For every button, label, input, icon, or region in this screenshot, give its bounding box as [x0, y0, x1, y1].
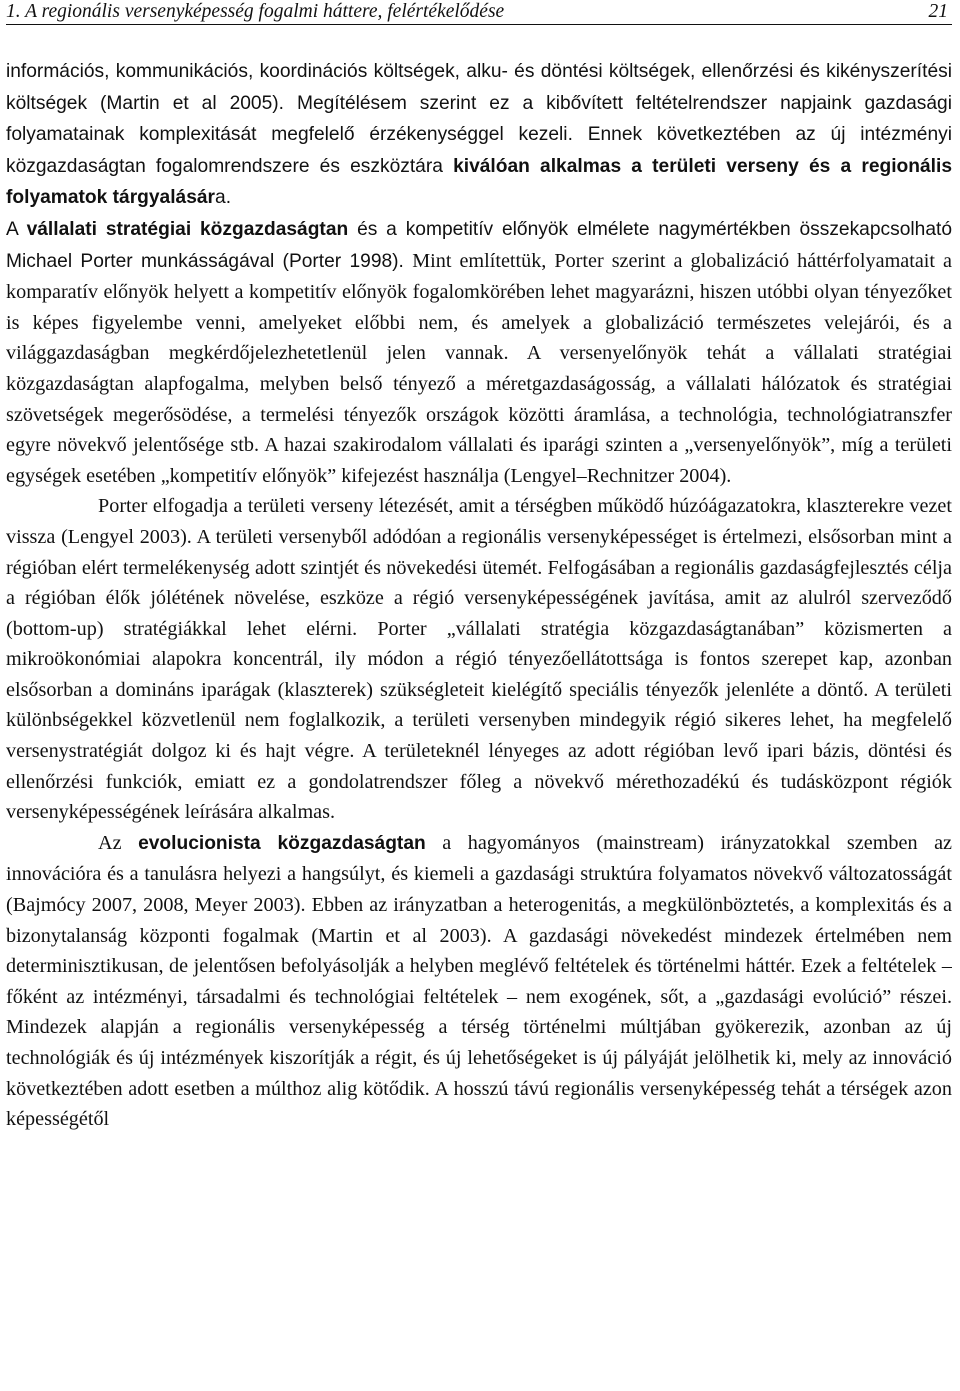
paragraph-2	[6, 214, 952, 491]
paragraph-1	[6, 56, 952, 214]
paragraph-3	[6, 491, 952, 828]
body-text	[6, 56, 952, 1135]
text-run: a hagyományos (mainstream) irányzatokkal szemben az innovációra és a tanulásra helyezi a hangsúlyt, és kiemeli a gazdasági struktúra folyamatos növekvő változatosságát (Bajmócy 2007, 2008, Meyer 2003). Ebben az irányzatban a heterogenitás, a megkülönböztetés, a komplexitás és a bizonytalanság központi fogalmak (Martin et al 2003). A gazdasági növekedést mindezek értelmében nem determinisztikusan, de jelentősen befolyásolják a helyben meglévő feltételek és történelmi háttér. Ezek a feltételek – főként az intézményi, társadalmi és technológiai feltételek – nem exogének, sőt, a „gazdasági evolúció” részei. Mindezek alapján a regionális versenyképesség a térség történelmi múltjában gyökerezik, azonban az új technológiák és új intézmények kiszorítják a régit, és új lehetőségeket is új pályáját jelölhetik ki, mely az innováció következtében adott esetben a múlthoz alig kötődik. A hosszú távú regionális versenyképesség tehát a térségek azon képességétől	[6, 831, 952, 1131]
text-run: Porter elfogadja a területi verseny létezését, amit a térségben működő húzóágazatokra, klaszterekre vezet vissza (Lengyel 2003). A területi versenyből adódóan a regionális versenyképességet is értelmezi, elsősorban mint a régióban elért termelékenység adott szintjét és növekedési ütemét. Felfogásában a regionális gazdaságfejlesztés célja a régióban élők jólétének növelése, eszköze a régió versenyképességének javítása, amit az alulról szerveződő (bottom-up) stratégiákkal lehet elérni. Porter „vállalati stratégia közgazdaságtanában” közismerten a mikroökonómiai alapokra koncentrál, ily módon a régió tényezőellátottsága is fontos szerepet kap, azonban elsősorban a domináns iparágak (klaszterek) szükségleteit kielégítő speciális tényezők jelenléte a döntő. A területi különbségekkel közvetlenül nem foglalkozik, a területi versenyben mindegyik régió sikeres lehet, ha megfelelő versenystratégiát dolgoz ki és hajt végre. A területeknél lényeges az adott régióban levő ipari bázis, döntési és ellenőrzési funkciók, emiatt ez a gondolatrendszer főleg a növekvő mérethozadékú és tudásközpont régiók versenyképességének leírására alkalmas.	[6, 495, 952, 824]
text-run: Az	[98, 831, 139, 854]
text-run: A	[6, 218, 27, 240]
text-run: Megítélésem szerint ez a kibővített feltételrendszer napjaink gazdasági folyamatainak komplexitását megfelelő érzékenységgel kezeli. Ennek következtében az új intézményi közgazdaságtan fogalomrendszere és eszköztára	[6, 92, 952, 177]
chapter-title: 1. A regionális versenyképesség fogalmi háttere, felértékelődése	[6, 1, 505, 22]
document-page	[6, 0, 952, 1391]
emphasis-run: evolucionista közgazdaságtan	[138, 832, 426, 854]
paragraph-4	[6, 828, 952, 1135]
running-header	[6, 0, 952, 25]
text-run: és a kompetitív előnyök elmélete nagymértékben összekapcsolható Michael Porter munkásságával (Porter 1998).	[6, 218, 952, 272]
emphasis-run: kiválóan alkalmas a területi verseny és a regionális folyamatok tárgyalásár	[6, 155, 952, 209]
text-run: a.	[215, 187, 232, 209]
emphasis-run: vállalati stratégiai közgazdaságtan	[26, 218, 349, 240]
page-number: 21	[928, 1, 948, 22]
text-run: Mint említettük, Porter szerint a globalizáció háttérfolyamatait a komparatív előnyök helyett a kompetitív előnyök fogalomkörében lehet magyarázni, hiszen utóbbi olyan tényezőket is képes figyelembe venni, amelyeket előbbi nem, és amelyek a globalizáció természetes velejárói, és a világgazdaságban megkérdőjelezhetetlenül jelen vannak. A versenyelőnyök tehát a vállalati stratégiai közgazdaságtan alapfogalma, melyben belső tényező a méretgazdaságosság, a vállalati hálózatok és stratégiai szövetségek megerősödése, a termelési tényezők országok közötti áramlása, a technológia, technológiatranszfer egyre növekvő jelentősége stb. A hazai szakirodalom vállalati és iparági szinten a „versenyelőnyök”, míg a területi egységek esetében „kompetitív előnyök” kifejezést használja (Lengyel–Rechnitzer 2004).	[6, 249, 952, 487]
text-run: információs, kommunikációs, koordinációs költségek, alku- és döntési költségek, ellenőrzési és kikényszerítési költségek (Martin et al 2005).	[6, 61, 952, 114]
